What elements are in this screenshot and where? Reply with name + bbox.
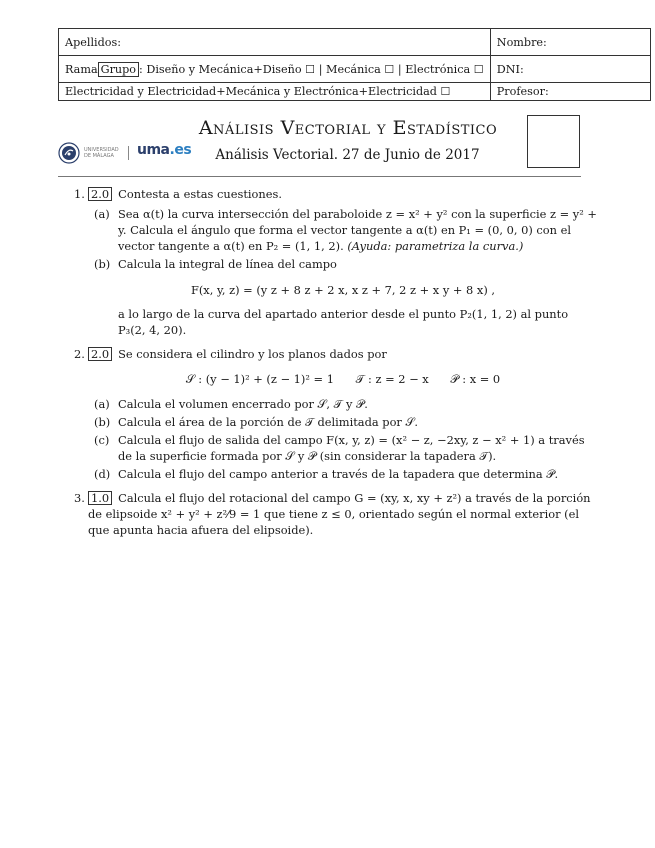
question-text: Calcula el flujo del rotacional del campo G = (xy, x, xy + z²) a través de la porción de elipsoide x² + y² + z²⁄9 = 1 que tiene z ≤ 0, orientado según el normal exterior (el que apunta hacia afuera del elipsoide). (88, 491, 591, 537)
apellidos-field[interactable]: Apellidos: (59, 29, 491, 56)
points-box: 2.0 (88, 347, 112, 361)
question-1a: (a) Sea α(t) la curva intersección del paraboloide z = x² + y² con la superficie z = y² + y. Calcula el ángulo que forma el vector tangente a α(t) en P₁ = (0, 0, 0) con el vector tangente a α(t) en P₂ = (1, 1, 2). (Ayuda: parametriza la curva.) (94, 207, 597, 253)
question-text: Se considera el cilindro y los planos dados por (118, 347, 387, 361)
nombre-field[interactable]: Nombre: (490, 29, 650, 56)
question-1b: (b) Calcula la integral de línea del campo (94, 257, 337, 271)
question-1 (58, 186, 598, 338)
question-3 (58, 490, 598, 538)
question-text: Contesta a estas cuestiones. (118, 187, 282, 201)
rama-field[interactable] (59, 56, 491, 83)
question-1b-continuation: a lo largo de la curva del apartado anterior desde el punto P₂(1, 1, 2) al punto P₃(2, 4, 20). (118, 307, 569, 337)
points-box: 2.0 (88, 187, 112, 201)
exam-title: Análisis Vectorial y Estadístico (198, 117, 498, 139)
rama-options: : Diseño y Mecánica+Diseño ☐ | Mecánica ☐ | Electrónica ☐ (139, 62, 484, 76)
exam-content (58, 186, 598, 546)
profesor-field[interactable]: Profesor: (490, 83, 650, 101)
question-2c: (c) Calcula el flujo de salida del campo F(x, y, z) = (x² − z, −2xy, z − x² + 1) a través de la superficie formada por 𝒮 y 𝒫 (sin considerar la tapadera 𝒯). (94, 433, 585, 463)
question-2b: (b) Calcula el área de la porción de 𝒯 delimitada por 𝒮. (94, 415, 418, 429)
grupo-box: Grupo (98, 62, 139, 77)
question-number: 2. (74, 347, 85, 361)
hint-text: (Ayuda: parametriza la curva.) (347, 239, 524, 253)
university-seal-icon (58, 142, 80, 164)
question-number: 1. (74, 187, 85, 201)
electricidad-option[interactable]: Electricidad y Electricidad+Mecánica y Electrónica+Electricidad ☐ (59, 83, 491, 101)
dni-field[interactable]: DNI: (490, 56, 650, 83)
question-2d: (d) Calcula el flujo del campo anterior a través de la tapadera que determina 𝒫. (94, 467, 559, 481)
points-box: 1.0 (88, 491, 112, 505)
exam-subtitle: Análisis Vectorial. 27 de Junio de 2017 (215, 147, 480, 163)
equation-field-f: F(x, y, z) = (y z + 8 z + 2 x, x z + 7, 2 z + x y + 8 x) , (190, 283, 496, 297)
rama-label: Rama (65, 62, 98, 76)
uma-logo: uma.es (137, 142, 192, 158)
equation-surfaces: 𝒮 : (y − 1)² + (z − 1)² = 1 𝒯 : z = 2 − x 𝒫 : x = 0 (185, 372, 501, 386)
question-2 (58, 346, 598, 482)
university-name: UNIVERSIDAD DE MÁLAGA (84, 147, 119, 159)
grade-box (527, 115, 580, 168)
student-info-table (58, 28, 651, 101)
question-2a: (a) Calcula el volumen encerrado por 𝒮, 𝒯 y 𝒫. (94, 397, 368, 411)
question-number: 3. (74, 491, 85, 505)
university-logo (58, 142, 198, 164)
title-divider (58, 176, 581, 177)
logo-divider (128, 146, 129, 160)
